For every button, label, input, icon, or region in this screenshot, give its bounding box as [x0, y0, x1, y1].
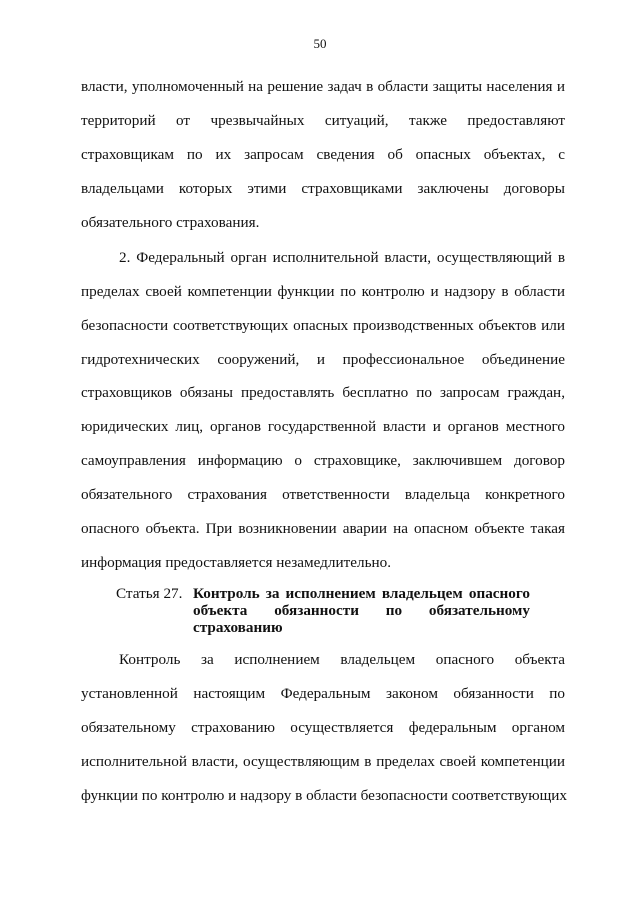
- paragraph2-line-2: пределах своей компетенции функции по контролю и надзору в области: [81, 283, 565, 300]
- paragraph2-line-9: опасного объекта. При возникновении аварии на опасном объекте такая: [81, 520, 565, 537]
- article-title-line-3: страхованию: [193, 619, 283, 636]
- article-title-line-2: объекта обязанности по обязательному: [193, 602, 530, 619]
- paragraph1-line-5: обязательного страхования.: [81, 214, 260, 231]
- paragraph3-line-2: установленной настоящим Федеральным законом обязанности по: [81, 685, 565, 702]
- paragraph2-line-10: информация предоставляется незамедлительно.: [81, 554, 392, 571]
- paragraph1-line-2: территорий от чрезвычайных ситуаций, также предоставляют: [81, 112, 565, 129]
- paragraph3-line-3: обязательному страхованию осуществляется федеральным органом: [81, 719, 565, 736]
- paragraph3-line-1: Контроль за исполнением владельцем опасного объекта: [119, 651, 565, 668]
- paragraph2-line-6: юридических лиц, органов государственной власти и органов местного: [81, 418, 565, 435]
- paragraph3-line-4: исполнительной власти, осуществляющим в пределах своей компетенции: [81, 753, 565, 770]
- article-title: [193, 585, 530, 636]
- paragraph1-line-1: власти, уполномоченный на решение задач в области защиты населения и: [81, 78, 565, 95]
- paragraph2-line-4: гидротехнических сооружений, и профессиональное объединение: [81, 351, 565, 368]
- page-number: 50: [313, 36, 327, 51]
- paragraph2-line-7: самоуправления информацию о страховщике, заключившем договор: [81, 452, 565, 469]
- paragraph2-line-8: обязательного страхования ответственности владельца конкретного: [81, 486, 565, 503]
- article-label: Статья 27.: [116, 585, 183, 602]
- article-title-line-1: Контроль за исполнением владельцем опасного: [193, 585, 530, 602]
- paragraph2-line-3: безопасности соответствующих опасных производственных объектов или: [81, 317, 565, 334]
- paragraph3-line-5: функции по контролю и надзору в области безопасности соответствующих: [81, 787, 568, 804]
- paragraph2-line-5: страховщиков обязаны предоставлять бесплатно по запросам граждан,: [81, 384, 565, 401]
- paragraph1-line-3: страховщикам по их запросам сведения об опасных объектах, с: [81, 146, 565, 163]
- paragraph1-line-4: владельцами которых этими страховщиками заключены договоры: [81, 180, 565, 197]
- paragraph2-line-1: 2. Федеральный орган исполнительной власти, осуществляющий в: [119, 249, 565, 266]
